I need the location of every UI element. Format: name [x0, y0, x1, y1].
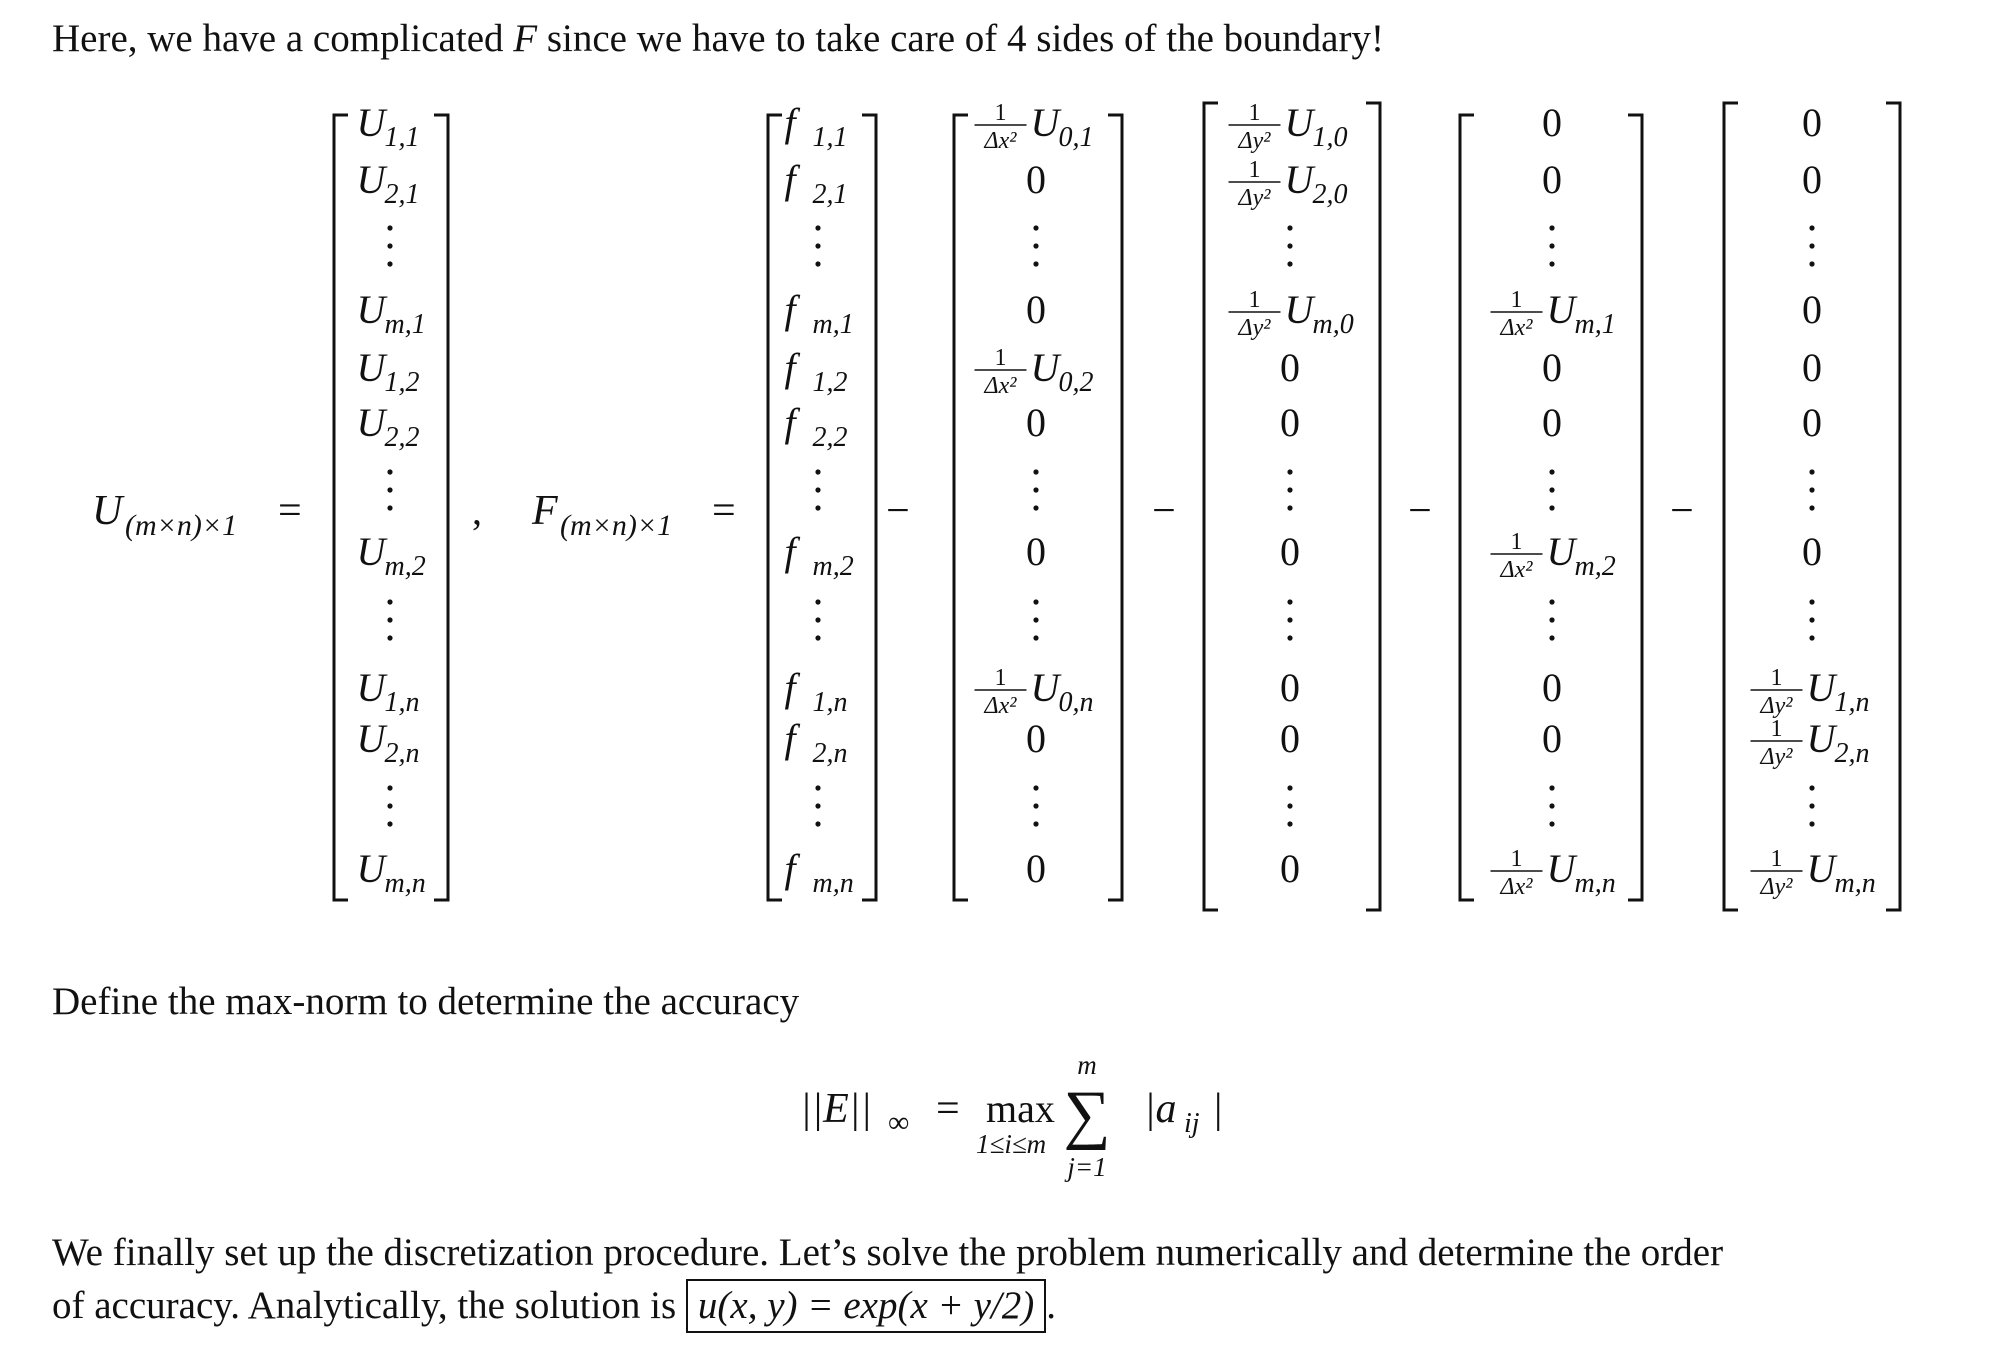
vector-u-entry-6: [357, 400, 420, 453]
vector-top-entry-9-dot-1: [1809, 599, 1814, 604]
vector-left-entry-3-dot-1: [1033, 225, 1038, 230]
vector-right-entry-7-dot-2: [1549, 487, 1554, 492]
vector-top-entry-9-dot-3: [1809, 635, 1814, 640]
vector-right-entry-3-dot-2: [1549, 243, 1554, 248]
vector-left-entry-7-dot-1: [1033, 469, 1038, 474]
vector-top-entry-3-dot-2: [1809, 243, 1814, 248]
vector-left-entry-3: [1033, 225, 1038, 266]
vector-bottom-entry-12-dot-2: [1287, 803, 1292, 808]
vector-f-entry-13-base: f: [784, 846, 796, 891]
vector-bottom-entry-2: [1229, 157, 1348, 211]
vector-bottom-entry-10: 0: [1280, 665, 1300, 710]
vector-left-entry-11: 0: [1026, 716, 1046, 761]
vector-right-entry-6: 0: [1542, 400, 1562, 445]
vector-u-entry-11: [357, 716, 420, 769]
vector-f-entry-5: [785, 345, 848, 398]
vector-bottom-entry-8: 0: [1280, 529, 1300, 574]
vector-right-entry-12-dot-2: [1549, 803, 1554, 808]
vector-f-entry-9-dot-3: [815, 635, 820, 640]
lhs-f-label: [531, 488, 736, 542]
vector-right-entry-8-denominator: Δx²: [1500, 557, 1533, 583]
norm-term-subscript: ij: [1184, 1108, 1200, 1139]
lhs-u-label: [92, 488, 302, 542]
vector-bottom-entry-7: [1287, 469, 1292, 510]
vector-top-entry-7: [1809, 469, 1814, 510]
vector-bottom-entry-6: 0: [1280, 400, 1300, 445]
vector-left-entry-13: 0: [1026, 846, 1046, 891]
vector-left-entry-12-dot-2: [1033, 803, 1038, 808]
vector-f-entry-2: [785, 157, 848, 210]
vector-bottom-boundary: [1204, 100, 1380, 910]
right-bracket: [1108, 115, 1122, 900]
vector-bottom-entry-13: 0: [1280, 846, 1300, 891]
vector-f-entry-1-base: f: [784, 100, 796, 145]
vector-top-entry-13-denominator: Δy²: [1760, 874, 1793, 900]
vector-left-entry-3-dot-2: [1033, 243, 1038, 248]
vector-f-entry-12-dot-1: [815, 785, 820, 790]
vector-left-entry-1-numerator: 1: [994, 100, 1007, 126]
vector-bottom-entry-9: [1287, 599, 1292, 640]
vector-u-entry-3-dot-3: [387, 261, 392, 266]
vector-left-entry-9: [1033, 599, 1038, 640]
vector-top-entry-12: [1809, 785, 1814, 826]
norm-equals: =: [936, 1086, 960, 1132]
vector-f-entry-4: [785, 287, 854, 340]
max-norm-formula: [800, 1050, 1260, 1190]
right-bracket: [1366, 103, 1380, 910]
vector-f-entry-6-subscript: 2,2: [812, 422, 848, 453]
vector-top-entry-13-numerator: 1: [1770, 846, 1783, 872]
vector-f-entry-6-base: f: [784, 400, 796, 445]
vector-u-entry-3: [387, 225, 392, 266]
norm-lhs: ||E||: [800, 1086, 872, 1132]
vector-bottom-entry-3-dot-3: [1287, 261, 1292, 266]
vector-bottom-entry-4-base: U: [1284, 287, 1314, 332]
vector-bottom-entry-2-base: U: [1284, 157, 1314, 202]
intro-text-start: Here, we have a complicated: [52, 17, 514, 60]
vector-bottom-entry-4-subscript: m,0: [1312, 309, 1354, 340]
vector-u-entry-3-dot-2: [387, 243, 392, 248]
vector-u-entry-13: [357, 846, 426, 899]
vector-f-entry-9: [815, 599, 820, 640]
vector-u-entry-9-dot-3: [387, 635, 392, 640]
vector-f-entry-13-subscript: m,n: [812, 868, 854, 899]
intro-variable-f: F: [513, 17, 538, 60]
vector-right-entry-1: 0: [1542, 100, 1562, 145]
vector-right-entry-7-dot-3: [1549, 505, 1554, 510]
vector-f-entry-8-subscript: m,2: [812, 551, 854, 582]
vector-u-entry-9: [387, 599, 392, 640]
vector-u-entry-7: [387, 469, 392, 510]
vector-left-entry-1-denominator: Δx²: [984, 128, 1017, 154]
vector-bottom-entry-12-dot-3: [1287, 821, 1292, 826]
minus-sign-1: −: [886, 488, 910, 534]
vector-top-entry-9: [1809, 599, 1814, 640]
vector-bottom-entry-7-dot-2: [1287, 487, 1292, 492]
vector-f-entry-3-dot-3: [815, 261, 820, 266]
vector-u-entry-13-subscript: m,n: [384, 868, 426, 899]
vector-u-entry-1-base: U: [356, 100, 386, 145]
vector-u-entry-5-subscript: 1,2: [384, 367, 420, 398]
vector-right-entry-3: [1549, 225, 1554, 266]
vector-u-entry-13-base: U: [356, 846, 386, 891]
vector-top-entry-3-dot-3: [1809, 261, 1814, 266]
final-line-1: We finally set up the discretization procedure. Let’s solve the problem numerically and determine the order: [52, 1231, 1724, 1274]
vector-right-entry-9-dot-1: [1549, 599, 1554, 604]
vector-left-entry-2: 0: [1026, 157, 1046, 202]
vector-top-boundary: [1724, 100, 1900, 910]
vector-right-entry-9-dot-3: [1549, 635, 1554, 640]
vector-f-entry-11: [785, 716, 848, 769]
vector-top-entry-7-dot-3: [1809, 505, 1814, 510]
vector-f-entry-3: [815, 225, 820, 266]
vector-left-entry-10-base: U: [1030, 665, 1060, 710]
right-bracket: [434, 115, 448, 900]
vector-left-entry-10-subscript: 0,n: [1058, 687, 1094, 718]
vector-u-entry-1: [357, 100, 420, 153]
vector-u-entry-11-subscript: 2,n: [384, 738, 420, 769]
vector-left-entry-9-dot-3: [1033, 635, 1038, 640]
vector-top-entry-8: 0: [1802, 529, 1822, 574]
vector-left-entry-1: [975, 100, 1094, 154]
vector-u-entry-12-dot-1: [387, 785, 392, 790]
vector-bottom-entry-3-dot-1: [1287, 225, 1292, 230]
norm-max-operator: max: [986, 1086, 1055, 1131]
vector-left-entry-8: 0: [1026, 529, 1046, 574]
vector-top-entry-12-dot-1: [1809, 785, 1814, 790]
vector-left-entry-10-numerator: 1: [994, 665, 1007, 691]
boxed-solution-formula: u(x, y) = exp(x + y/2): [686, 1279, 1046, 1333]
vector-right-entry-3-dot-1: [1549, 225, 1554, 230]
vector-u-entry-10: [357, 665, 420, 718]
vector-right-entry-8-base: U: [1546, 529, 1576, 574]
right-bracket: [862, 115, 876, 900]
vector-u-entry-8: [357, 529, 426, 582]
vector-right-entry-10: 0: [1542, 665, 1562, 710]
vector-bottom-entry-9-dot-3: [1287, 635, 1292, 640]
left-bracket: [1460, 115, 1474, 900]
vector-bottom-entry-1-base: U: [1284, 100, 1314, 145]
vector-u-entry-6-subscript: 2,2: [384, 422, 420, 453]
vector-left-entry-5-numerator: 1: [994, 345, 1007, 371]
vector-top-entry-13-base: U: [1806, 846, 1836, 891]
vector-bottom-entry-5: 0: [1280, 345, 1300, 390]
vector-u-entry-12-dot-2: [387, 803, 392, 808]
norm-term-close: |: [1214, 1086, 1223, 1132]
minus-sign-2: −: [1152, 488, 1176, 534]
vector-f-entry-10: [785, 665, 848, 718]
minus-sign-4: −: [1670, 488, 1694, 534]
vector-f-entry-11-subscript: 2,n: [812, 738, 848, 769]
vector-u-entry-4-base: U: [356, 287, 386, 332]
vector-left-entry-12: [1033, 785, 1038, 826]
vector-u-entry-2-subscript: 2,1: [384, 179, 420, 210]
vector-f-entry-8-base: f: [784, 529, 796, 574]
vector-left-entry-9-dot-1: [1033, 599, 1038, 604]
left-bracket: [334, 115, 348, 900]
vector-u-entry-9-dot-2: [387, 617, 392, 622]
vector-left-entry-3-dot-3: [1033, 261, 1038, 266]
vector-f-entry-2-base: f: [784, 157, 796, 202]
vector-f-entry-8: [785, 529, 854, 582]
norm-sum-upper: m: [1077, 1050, 1097, 1080]
vector-right-entry-5: 0: [1542, 345, 1562, 390]
lhs-f-symbol: F: [532, 488, 558, 534]
vector-bottom-entry-11: 0: [1280, 716, 1300, 761]
vector-top-entry-10: [1751, 665, 1870, 719]
vector-bottom-entry-1-subscript: 1,0: [1312, 122, 1348, 153]
vector-right-entry-12-dot-3: [1549, 821, 1554, 826]
vector-bottom-entry-1: [1229, 100, 1348, 154]
vector-right-entry-12-dot-1: [1549, 785, 1554, 790]
vector-f-entry-9-dot-1: [815, 599, 820, 604]
vector-left-entry-9-dot-2: [1033, 617, 1038, 622]
vector-f-entry-7-dot-2: [815, 487, 820, 492]
right-bracket: [1886, 103, 1900, 910]
vector-top-entry-12-dot-3: [1809, 821, 1814, 826]
vector-f-entry-5-subscript: 1,2: [812, 367, 848, 398]
vector-left-entry-7-dot-3: [1033, 505, 1038, 510]
vector-bottom-entry-2-subscript: 2,0: [1312, 179, 1348, 210]
vector-top-entry-13-subscript: m,n: [1834, 868, 1876, 899]
vector-bottom-entry-1-numerator: 1: [1248, 100, 1261, 126]
vector-u-entry-5: [357, 345, 420, 398]
vector-right-entry-13: [1491, 846, 1616, 900]
vector-bottom-entry-7-dot-1: [1287, 469, 1292, 474]
vector-left-entry-1-base: U: [1030, 100, 1060, 145]
vector-right-entry-9: [1549, 599, 1554, 640]
vector-right-entry-12: [1549, 785, 1554, 826]
vector-right-entry-9-dot-2: [1549, 617, 1554, 622]
lhs-f-equals: =: [712, 488, 736, 534]
vector-right-entry-4: [1491, 287, 1616, 341]
vector-left-entry-5-subscript: 0,2: [1058, 367, 1094, 398]
vector-right-entry-13-denominator: Δx²: [1500, 874, 1533, 900]
vector-top-entry-5: 0: [1802, 345, 1822, 390]
vector-f-entry-1-subscript: 1,1: [812, 122, 848, 153]
vector-bottom-entry-12: [1287, 785, 1292, 826]
vector-left-entry-4: 0: [1026, 287, 1046, 332]
vector-f-entry-7-dot-3: [815, 505, 820, 510]
vector-left-entry-5-denominator: Δx²: [984, 373, 1017, 399]
intro-text-end: since we have to take care of 4 sides of the boundary!: [537, 17, 1384, 60]
vector-left-entry-7: [1033, 469, 1038, 510]
vector-left-entry-10: [975, 665, 1094, 719]
vector-right-entry-8: [1491, 529, 1616, 583]
vector-top-entry-7-dot-2: [1809, 487, 1814, 492]
vector-u-entry-3-dot-1: [387, 225, 392, 230]
vector-bottom-entry-12-dot-1: [1287, 785, 1292, 790]
vector-top-entry-3-dot-1: [1809, 225, 1814, 230]
vector-top-entry-9-dot-2: [1809, 617, 1814, 622]
vector-f-entry-10-base: f: [784, 665, 796, 710]
vector-top-entry-10-base: U: [1806, 665, 1836, 710]
vector-f-entry-4-base: f: [784, 287, 796, 332]
vector-f-entry-3-dot-1: [815, 225, 820, 230]
vector-top-entry-11: [1751, 716, 1870, 770]
vector-left-entry-5: [975, 345, 1094, 399]
final-line-2: of accuracy. Analytically, the solution is: [52, 1284, 686, 1327]
vector-u-entry-1-subscript: 1,1: [384, 122, 420, 153]
vector-top-entry-3: [1809, 225, 1814, 266]
vector-top-entry-2: 0: [1802, 157, 1822, 202]
vector-right-boundary: [1460, 100, 1642, 900]
vector-left-entry-1-subscript: 0,1: [1058, 122, 1094, 153]
vector-f-entry-4-subscript: m,1: [812, 309, 854, 340]
vector-bottom-entry-3: [1287, 225, 1292, 266]
final-period: .: [1046, 1284, 1056, 1327]
vector-bottom-entry-4-denominator: Δy²: [1238, 315, 1271, 341]
vector-u-entry-10-base: U: [356, 665, 386, 710]
left-bracket: [1204, 103, 1218, 910]
vector-top-entry-7-dot-1: [1809, 469, 1814, 474]
vector-left-boundary: [954, 100, 1122, 900]
vector-f-entry-13: [785, 846, 854, 899]
vector-bottom-entry-1-denominator: Δy²: [1238, 128, 1271, 154]
vector-top-entry-12-dot-2: [1809, 803, 1814, 808]
vector-bottom-entry-3-dot-2: [1287, 243, 1292, 248]
vector-u-entry-9-dot-1: [387, 599, 392, 604]
vector-u-entry-2-base: U: [356, 157, 386, 202]
vector-u-entry-12: [387, 785, 392, 826]
norm-term: |a: [1144, 1086, 1177, 1132]
vector-f-entry-12: [815, 785, 820, 826]
vector-top-entry-10-denominator: Δy²: [1760, 693, 1793, 719]
vector-right-entry-13-numerator: 1: [1510, 846, 1523, 872]
vector-u-entry-5-base: U: [356, 345, 386, 390]
vector-f-entry-12-dot-2: [815, 803, 820, 808]
vector-right-entry-13-subscript: m,n: [1574, 868, 1616, 899]
vector-top-entry-4: 0: [1802, 287, 1822, 332]
vector-top-entry-10-numerator: 1: [1770, 665, 1783, 691]
vector-top-entry-11-base: U: [1806, 716, 1836, 761]
left-bracket: [1724, 103, 1738, 910]
vector-right-entry-7: [1549, 469, 1554, 510]
vector-u-entry-4: [357, 287, 426, 340]
vector-top-entry-11-subscript: 2,n: [1834, 738, 1870, 769]
vector-left-entry-12-dot-1: [1033, 785, 1038, 790]
left-bracket: [954, 115, 968, 900]
norm-sum-lower: j=1: [1067, 1152, 1107, 1182]
vector-left-entry-5-base: U: [1030, 345, 1060, 390]
vector-u-entry-2: [357, 157, 420, 210]
vector-right-entry-8-numerator: 1: [1510, 529, 1523, 555]
vector-f-entry-10-subscript: 1,n: [812, 687, 848, 718]
vector-left-entry-6: 0: [1026, 400, 1046, 445]
vector-u-entry-4-subscript: m,1: [384, 309, 426, 340]
vector-top-entry-11-numerator: 1: [1770, 716, 1783, 742]
vector-u-entry-7-dot-3: [387, 505, 392, 510]
vector-right-entry-7-dot-1: [1549, 469, 1554, 474]
vector-bottom-entry-4: [1229, 287, 1354, 341]
vector-f-entry-3-dot-2: [815, 243, 820, 248]
vector-f-entry-11-base: f: [784, 716, 796, 761]
vector-f-entry-6: [785, 400, 848, 453]
vector-u-entry-10-subscript: 1,n: [384, 687, 420, 718]
lhs-f-subscript: (m×n)×1: [560, 509, 673, 542]
vector-u-entry-12-dot-3: [387, 821, 392, 826]
vector-right-entry-11: 0: [1542, 716, 1562, 761]
equation-comma: ,: [472, 488, 482, 533]
norm-max-subscript: 1≤i≤m: [976, 1129, 1047, 1159]
vector-u-entry-7-dot-1: [387, 469, 392, 474]
lhs-u-subscript: (m×n)×1: [125, 509, 238, 542]
vector-top-entry-13: [1751, 846, 1876, 900]
vector-u-entry-8-base: U: [356, 529, 386, 574]
vector-f-entry-9-dot-2: [815, 617, 820, 622]
define-norm-sentence: Define the max-norm to determine the accuracy: [52, 980, 800, 1023]
lhs-u-equals: =: [278, 488, 302, 534]
vector-left-entry-10-denominator: Δx²: [984, 693, 1017, 719]
vector-u-entry-7-dot-2: [387, 487, 392, 492]
vector-right-entry-4-subscript: m,1: [1574, 309, 1616, 340]
vector-bottom-entry-4-numerator: 1: [1248, 287, 1261, 313]
vector-f-entry-2-subscript: 2,1: [812, 179, 848, 210]
vector-f-entry-12-dot-3: [815, 821, 820, 826]
vector-u-entry-8-subscript: m,2: [384, 551, 426, 582]
vector-f-entry-1: [785, 100, 848, 153]
vector-top-entry-10-subscript: 1,n: [1834, 687, 1870, 718]
vector-u-entry-11-base: U: [356, 716, 386, 761]
norm-lhs-subscript: ∞: [888, 1106, 910, 1139]
vector-u: [334, 100, 448, 900]
norm-sum-symbol: ∑: [1063, 1078, 1111, 1151]
vector-top-entry-11-denominator: Δy²: [1760, 744, 1793, 770]
left-bracket: [768, 115, 782, 900]
minus-sign-3: −: [1408, 488, 1432, 534]
vector-right-entry-3-dot-3: [1549, 261, 1554, 266]
vector-left-entry-12-dot-3: [1033, 821, 1038, 826]
vector-u-entry-6-base: U: [356, 400, 386, 445]
vector-top-entry-1: 0: [1802, 100, 1822, 145]
vector-bottom-entry-9-dot-2: [1287, 617, 1292, 622]
vector-right-entry-4-denominator: Δx²: [1500, 315, 1533, 341]
vector-top-entry-6: 0: [1802, 400, 1822, 445]
vector-right-entry-8-subscript: m,2: [1574, 551, 1616, 582]
final-paragraph: [52, 1226, 1982, 1333]
vector-bottom-entry-2-denominator: Δy²: [1238, 185, 1271, 211]
vector-f-entry-5-base: f: [784, 345, 796, 390]
vector-right-entry-13-base: U: [1546, 846, 1576, 891]
vector-left-entry-7-dot-2: [1033, 487, 1038, 492]
vector-bottom-entry-2-numerator: 1: [1248, 157, 1261, 183]
vector-bottom-entry-9-dot-1: [1287, 599, 1292, 604]
vector-right-entry-4-base: U: [1546, 287, 1576, 332]
right-bracket: [1628, 115, 1642, 900]
vector-f-entry-7-dot-1: [815, 469, 820, 474]
vector-right-entry-4-numerator: 1: [1510, 287, 1523, 313]
vector-bottom-entry-7-dot-3: [1287, 505, 1292, 510]
lhs-u-symbol: U: [92, 488, 123, 534]
vector-f: [768, 100, 876, 900]
vector-f-entry-7: [815, 469, 820, 510]
vector-right-entry-2: 0: [1542, 157, 1562, 202]
